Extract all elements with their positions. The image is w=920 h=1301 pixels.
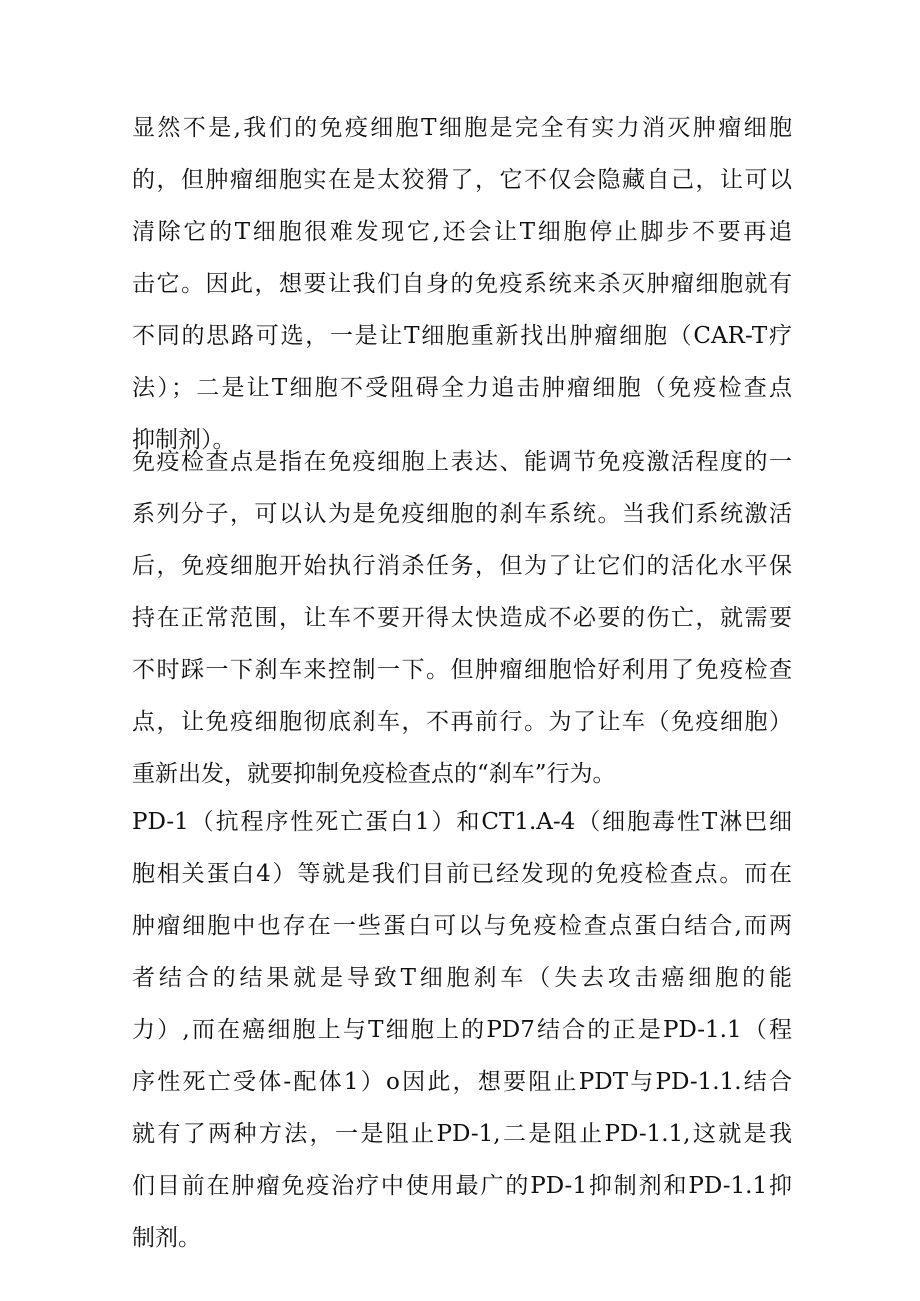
text-line: 不同的思路可选，一是让T细胞重新找出肿瘤细胞（CAR-T疗: [132, 323, 792, 349]
text-line: 者结合的结果就是导致T细胞刹车（失去攻击癌细胞的能: [132, 965, 792, 991]
text-line: 肿瘤细胞中也存在一些蛋白可以与免疫检查点蛋白结合,而两: [132, 913, 792, 939]
text-line: 法）；二是让T细胞不受阻碍全力追击肿瘤细胞（免疫检查点: [132, 375, 792, 401]
text-line: 抑制剂）。: [132, 427, 236, 453]
text-line: 后，免疫细胞开始执行消杀任务，但为了让它们的活化水平保: [132, 553, 792, 579]
text-line: 力）,而在癌细胞上与T细胞上的PD7结合的正是PD-1.1（程: [132, 1017, 792, 1043]
text-line: 清除它的T细胞很难发现它,还会让T细胞停止脚步不要再追: [132, 219, 792, 245]
text-line: 持在正常范围，让车不要开得太快造成不必要的伤亡，就需要: [132, 605, 792, 631]
text-line: 不时踩一下刹车来控制一下。但肿瘤细胞恰好利用了免疫检查: [132, 657, 792, 683]
text-line: 免疫检查点是指在免疫细胞上表达、能调节免疫激活程度的一: [132, 449, 792, 475]
text-line: 击它。因此，想要让我们自身的免疫系统来杀灭肿瘤细胞就有: [132, 271, 792, 297]
text-line: 的，但肿瘤细胞实在是太狡猾了，它不仅会隐藏自己，让可以: [132, 167, 792, 193]
text-line: 们目前在肿瘤免疫治疗中使用最广的PD-1抑制剂和PD-1.1抑: [132, 1173, 792, 1199]
text-line: 系列分子，可以认为是免疫细胞的刹车系统。当我们系统激活: [132, 501, 792, 527]
text-line: 胞相关蛋白4）等就是我们目前已经发现的免疫检查点。而在: [132, 861, 792, 887]
text-line: 点，让免疫细胞彻底刹车，不再前行。为了让车（免疫细胞）: [132, 709, 792, 735]
text-line: 重新出发，就要抑制免疫检查点的“刹车”行为。: [132, 761, 616, 787]
text-line: 制剂。: [132, 1225, 201, 1251]
text-line: 显然不是,我们的免疫细胞T细胞是完全有实力消灭肿瘤细胞: [132, 115, 792, 141]
paragraph-immune-checkpoint-definition: [132, 436, 792, 800]
text-line: 就有了两种方法，一是阻止PD-1,二是阻止PD-1.1,这就是我: [132, 1121, 792, 1147]
text-line: 序性死亡受体-配体1）o因此，想要阻止PDT与PD-1.1.结合: [132, 1069, 792, 1095]
paragraph-tumor-immunity-intro: [132, 102, 792, 466]
paragraph-pd1-inhibitors: [132, 796, 792, 1264]
text-line: PD-1（抗程序性死亡蛋白1）和CT1.A-4（细胞毒性T淋巴细: [132, 809, 792, 835]
